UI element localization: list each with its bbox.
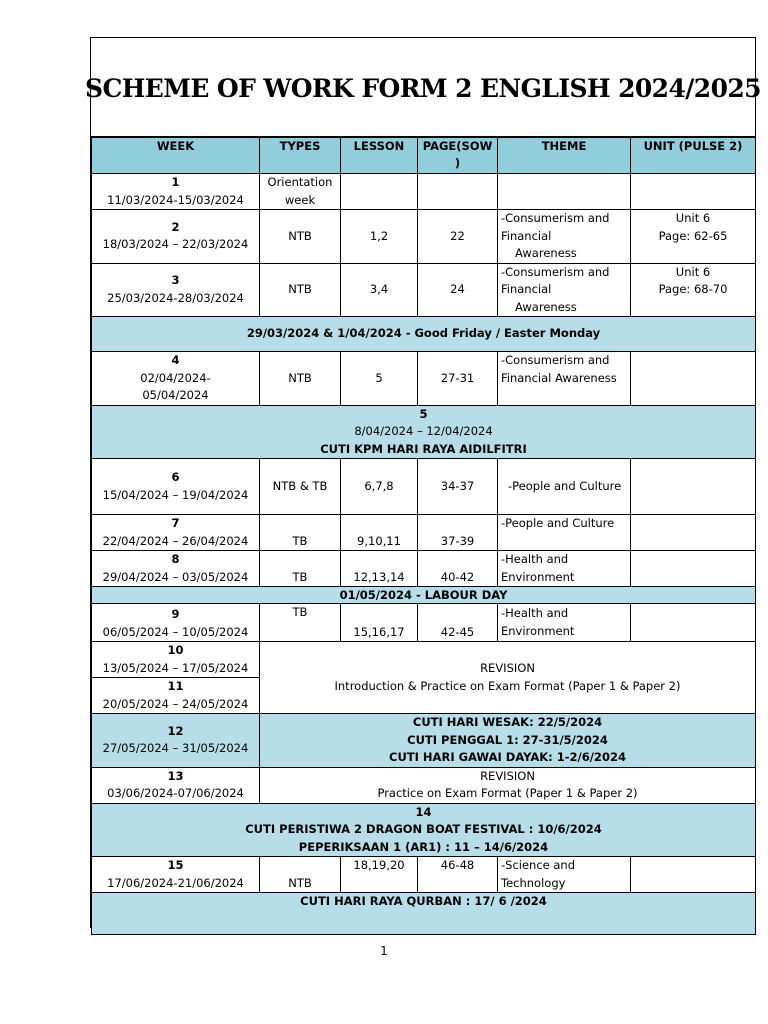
holiday-dragon-boat-text: CUTI PERISTIWA 2 DRAGON BOAT FESTIVAL : 10/6/2024 — [245, 822, 602, 836]
page-cell: 34-37 — [418, 459, 498, 515]
week-dates: 17/06/2024-21/06/2024 — [107, 875, 244, 890]
week-number: 15 — [167, 858, 184, 872]
week-dates-cont: 05/04/2024 — [142, 388, 209, 402]
theme-cell — [498, 210, 631, 264]
table-row — [92, 642, 756, 678]
week-cell — [92, 459, 260, 515]
header-unit: UNIT (PULSE 2) — [631, 138, 756, 174]
types-cell: NTB — [260, 857, 341, 893]
lesson-cell — [341, 174, 418, 210]
revision-detail: Introduction & Practice on Exam Format (Paper 1 & Paper 2) — [334, 678, 681, 693]
week-dates: 18/03/2024 – 22/03/2024 — [102, 237, 249, 252]
theme-cell — [498, 459, 631, 515]
week-cell — [92, 642, 260, 678]
header-lesson: LESSON — [341, 138, 418, 174]
unit-page: Page: 68-70 — [658, 282, 728, 296]
week-cell — [92, 551, 260, 587]
week-number: 2 — [171, 219, 180, 234]
theme-cell: -Health and Environment — [498, 551, 631, 587]
revision-cell — [260, 642, 756, 714]
week-cell — [92, 352, 260, 406]
theme-text-cont: Awareness — [515, 246, 577, 260]
types-cell: TB — [260, 551, 341, 587]
theme-cell — [498, 174, 631, 210]
scheme-table — [91, 137, 756, 935]
holiday-row — [92, 893, 756, 935]
lesson-cell: 3,4 — [341, 263, 418, 317]
page-cell: 42-45 — [418, 604, 498, 642]
holiday-notes — [260, 714, 756, 768]
unit-label: Unit 6 — [675, 211, 711, 225]
revision-title: REVISION — [480, 768, 535, 783]
table-row — [92, 263, 756, 317]
title-box — [85, 38, 761, 137]
holiday-wesak: CUTI HARI WESAK: 22/5/2024 — [412, 715, 603, 729]
week-dates: 06/05/2024 – 10/05/2024 — [102, 624, 249, 639]
holiday-easter: 29/03/2024 & 1/04/2024 - Good Friday / Easter Monday — [92, 317, 756, 352]
week-cell — [92, 767, 260, 803]
week-number: 3 — [171, 273, 180, 288]
table-row — [92, 210, 756, 264]
page-cell: 24 — [418, 263, 498, 317]
unit-cell — [631, 515, 756, 551]
types-cell: NTB — [260, 263, 341, 317]
revision-detail: Practice on Exam Format (Paper 1 & Paper 2) — [377, 786, 638, 800]
week-dates: 22/04/2024 – 26/04/2024 — [102, 533, 249, 548]
holiday-penggal: CUTI PENGGAL 1: 27-31/5/2024 — [407, 732, 608, 747]
holiday-aidilfitri — [92, 405, 756, 459]
week-cell — [92, 857, 260, 893]
week-dates: 11/03/2024-15/03/2024 — [107, 192, 244, 207]
theme-text: -Consumerism and Financial — [501, 264, 610, 296]
unit-cell — [631, 352, 756, 406]
revision-cell — [260, 767, 756, 803]
week-number: 5 — [419, 406, 428, 421]
types-cell: TB — [260, 515, 341, 551]
theme-cell: -Health and Environment — [498, 604, 631, 642]
week-dates: 15/04/2024 – 19/04/2024 — [102, 487, 249, 502]
week-number: 8 — [171, 552, 180, 566]
holiday-row — [92, 587, 756, 604]
week-cell — [92, 515, 260, 551]
header-week: WEEK — [92, 138, 260, 174]
holiday-note: CUTI KPM HARI RAYA AIDILFITRI — [320, 441, 527, 456]
unit-cell — [631, 210, 756, 264]
unit-cell — [631, 263, 756, 317]
theme-text: -People and Culture — [508, 478, 622, 493]
week-cell — [92, 263, 260, 317]
week-number: 7 — [171, 516, 180, 530]
types-cell: NTB — [260, 210, 341, 264]
week-number: 6 — [171, 470, 180, 484]
page-cell: 37-39 — [418, 515, 498, 551]
exam-ar1-text: PEPERIKSAAN 1 (AR1) : 11 – 14/6/2024 — [298, 839, 549, 854]
table-row — [92, 515, 756, 551]
theme-text-cont: Awareness — [515, 299, 577, 314]
theme-text: -Consumerism and Financial — [501, 211, 610, 243]
holiday-labour-day: 01/05/2024 - LABOUR DAY — [92, 587, 756, 604]
holiday-qurban: CUTI HARI RAYA QURBAN : 17/ 6 /2024 — [92, 893, 756, 935]
week-dates: 27/05/2024 – 31/05/2024 — [102, 741, 249, 756]
week-number: 11 — [167, 679, 184, 693]
lesson-cell: 1,2 — [341, 210, 418, 264]
page-cell: 46-48 — [418, 857, 498, 893]
table-row — [92, 604, 756, 642]
holiday-row — [92, 803, 756, 857]
holiday-row — [92, 714, 756, 768]
lesson-cell: 5 — [341, 352, 418, 406]
week-dates: 8/04/2024 – 12/04/2024 — [354, 424, 493, 438]
holiday-row — [92, 405, 756, 459]
week-dates: 02/04/2024- — [140, 370, 211, 385]
holiday-dragon-boat — [92, 803, 756, 857]
page-cell — [418, 174, 498, 210]
header-row — [92, 138, 756, 174]
week-cell — [92, 174, 260, 210]
page-cell: 40-42 — [418, 551, 498, 587]
holiday-row — [92, 317, 756, 352]
week-dates: 03/06/2024-07/06/2024 — [107, 786, 244, 800]
header-types: TYPES — [260, 138, 341, 174]
lesson-cell: 18,19,20 — [341, 857, 418, 893]
table-row — [92, 352, 756, 406]
week-dates: 25/03/2024-28/03/2024 — [107, 290, 244, 305]
week-cell — [92, 678, 260, 714]
week-cell — [92, 604, 260, 642]
week-cell — [92, 210, 260, 264]
table-row — [92, 767, 756, 803]
week-cell — [92, 714, 260, 768]
week-number: 4 — [171, 353, 180, 367]
types-cell: Orientation week — [260, 174, 341, 210]
holiday-gawai: CUTI HARI GAWAI DAYAK: 1-2/6/2024 — [389, 750, 626, 764]
week-number: 1 — [171, 175, 180, 189]
theme-cell: -Science and Technology — [498, 857, 631, 893]
week-number: 9 — [171, 607, 180, 621]
page-title: SCHEME OF WORK FORM 2 ENGLISH 2024/2025 — [85, 73, 761, 103]
header-theme: THEME — [498, 138, 631, 174]
week-number: 10 — [167, 643, 184, 657]
page-number: 1 — [380, 944, 388, 958]
lesson-cell: 12,13,14 — [341, 551, 418, 587]
document-frame — [85, 37, 761, 928]
unit-cell — [631, 174, 756, 210]
week-number: 13 — [167, 768, 184, 783]
unit-label: Unit 6 — [675, 264, 711, 279]
header-page-sow: PAGE(SOW ) — [418, 138, 498, 174]
unit-cell — [631, 604, 756, 642]
unit-page: Page: 62-65 — [658, 228, 728, 243]
table-row — [92, 857, 756, 893]
week-number: 12 — [167, 723, 184, 738]
types-cell: TB — [260, 604, 341, 642]
theme-cell: -Consumerism and Financial Awareness — [498, 352, 631, 406]
theme-cell — [498, 263, 631, 317]
unit-cell — [631, 551, 756, 587]
revision-title: REVISION — [480, 661, 535, 675]
types-cell: NTB — [260, 352, 341, 406]
week-dates: 20/05/2024 – 24/05/2024 — [102, 696, 249, 711]
unit-cell — [631, 459, 756, 515]
lesson-cell: 9,10,11 — [341, 515, 418, 551]
theme-cell: -People and Culture — [498, 515, 631, 551]
week-number: 14 — [415, 804, 432, 819]
week-dates: 29/04/2024 – 03/05/2024 — [102, 569, 249, 584]
week-dates: 13/05/2024 – 17/05/2024 — [102, 660, 249, 675]
types-cell: NTB & TB — [260, 459, 341, 515]
lesson-cell: 6,7,8 — [341, 459, 418, 515]
unit-cell — [631, 857, 756, 893]
table-row — [92, 174, 756, 210]
table-row — [92, 459, 756, 515]
page-cell: 22 — [418, 210, 498, 264]
lesson-cell: 15,16,17 — [341, 604, 418, 642]
page-cell: 27-31 — [418, 352, 498, 406]
table-row — [92, 551, 756, 587]
